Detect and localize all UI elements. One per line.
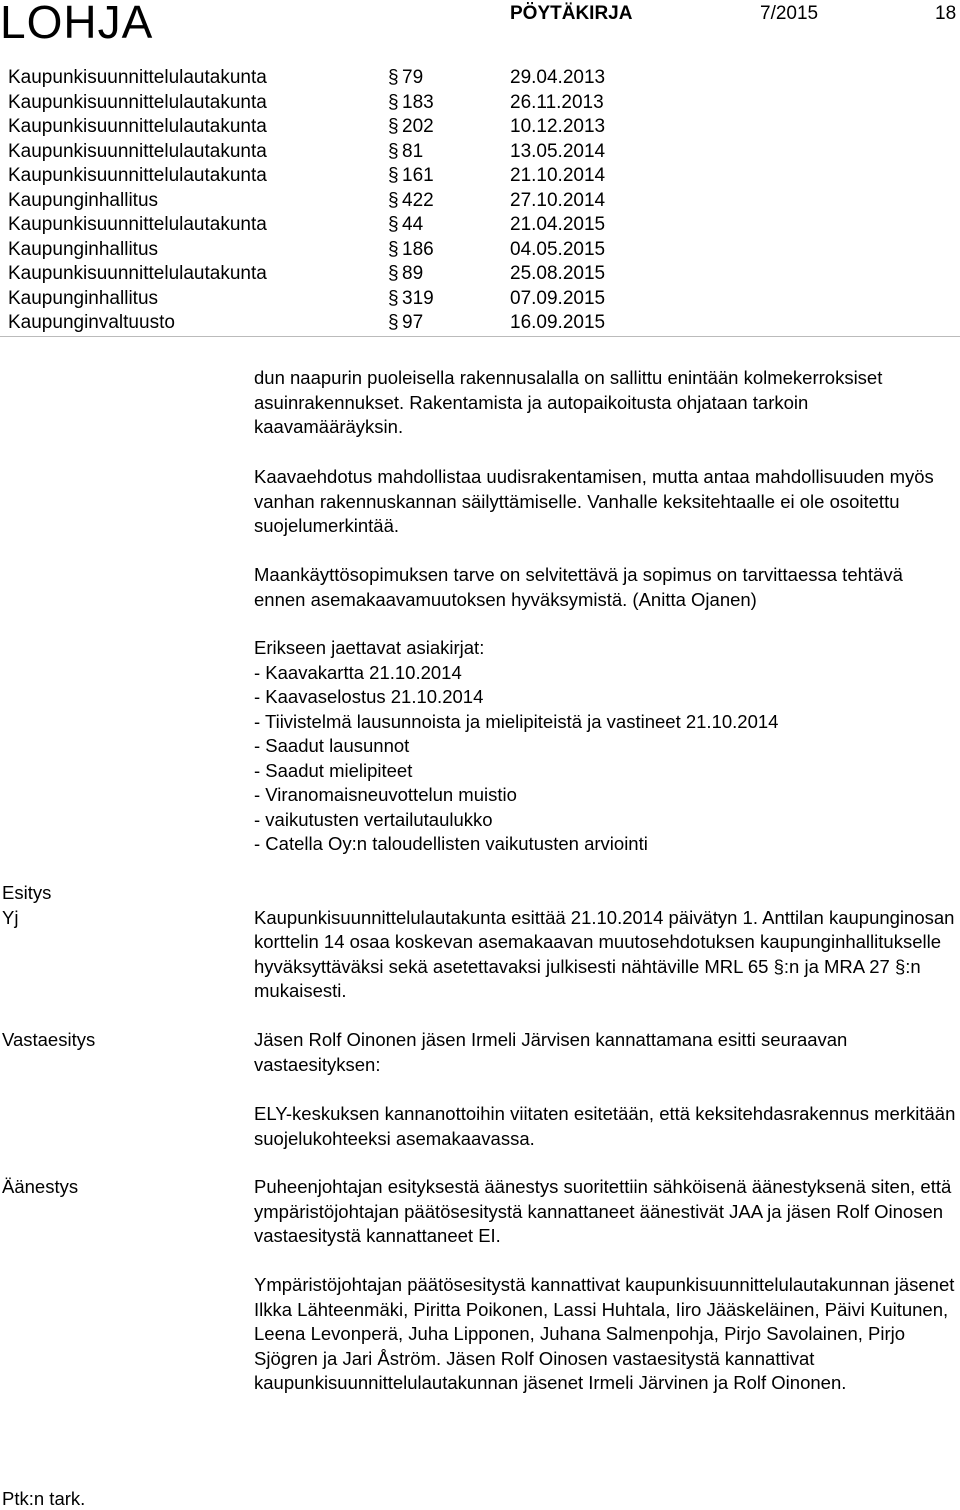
paragraph-sign: § [388, 214, 399, 235]
history-number: 81 [402, 140, 424, 162]
history-divider [0, 336, 960, 337]
votes-text: Ympäristöjohtajan päätösesitystä kannattivat kaupunkisuunnittelulautakunnan jäsenet Ilkka Lähteenmäki, Piritta Poikonen, Lassi Huhtala, Iiro Jääskeläinen, Päivi Kuitunen, Leena Levonperä, Juha Lipponen, Juhana Salmenpohja, Pirjo Savolainen, Pirjo Sjögren ja Jari Åström. Jäsen Rolf Oinosen vastaesitystä kannattivat kaupunkisuunnittelulautakunnan jäsenet Irmeli Järvinen ja Rolf Oinonen. [254, 1274, 955, 1393]
paragraph-sign: § [388, 287, 399, 309]
history-date: 27.10.2014 [510, 189, 606, 211]
attachments-title: Erikseen jaettavat asiakirjat: [254, 637, 485, 658]
history-date: 16.09.2015 [510, 312, 606, 333]
history-date: 25.08.2015 [510, 263, 606, 284]
history-number: 202 [402, 116, 434, 137]
attachments-list [254, 636, 958, 857]
attachment-item: - Tiivistelmä lausunnoista ja mielipiteistä ja vastineet 21.10.2014 [254, 710, 779, 732]
history-body: Kaupunkisuunnittelulautakunta [8, 165, 267, 186]
history-body: Kaupunkisuunnittelulautakunta [8, 67, 267, 88]
history-date: 21.04.2015 [510, 214, 606, 235]
attachment-item: - Saadut mielipiteet [254, 759, 413, 781]
intro-paragraph: dun naapurin puoleisella rakennusalalla on sallittu enintään kolmekerroksiset asuinrakennukset. Rakentamista ja autopaikoitusta ohjataan tarkoin kaavamääräyksin. [254, 367, 883, 437]
history-body: Kaupunkisuunnittelulautakunta [8, 116, 267, 137]
history-number: 79 [402, 67, 424, 88]
history-date: 07.09.2015 [510, 287, 606, 309]
yj-label: Yj [2, 906, 19, 928]
attachment-item: - Saadut lausunnot [254, 735, 410, 756]
plan-paragraph: Kaavaehdotus mahdollistaa uudisrakentamisen, mutta antaa mahdollisuuden myös vanhan rakennuskannan säilyttämiselle. Vanhalle keksitehtaalle ei ole osoitettu suojelumerkintää. [254, 466, 934, 536]
attachment-item: - Viranomaisneuvottelun muistio [254, 784, 517, 805]
history-number: 183 [402, 91, 434, 113]
paragraph-sign: § [388, 312, 399, 333]
history-body: Kaupunginhallitus [8, 189, 159, 211]
lohja-logo: LOHJA [0, 0, 154, 48]
history-number: 97 [402, 312, 424, 333]
history-number: 422 [402, 189, 434, 211]
page-number: 18 [935, 3, 957, 24]
paragraph-sign: § [388, 91, 399, 113]
paragraph-sign: § [388, 140, 399, 162]
aanestys-text: Puheenjohtajan esityksestä äänestys suoritettiin sähköisenä äänestyksenä siten, että ympäristöjohtajan päätösesitystä kannattaneet äänestivät JAA ja jäsen Rolf Oinosen vastaesitystä kannattaneet EI. [254, 1176, 952, 1246]
issue-number: 7/2015 [760, 3, 819, 24]
attachment-item: - Catella Oy:n taloudellisten vaikutusten arviointi [254, 833, 648, 854]
history-body: Kaupunkisuunnittelulautakunta [8, 214, 267, 235]
esitys-text: Kaupunkisuunnittelulautakunta esittää 21.10.2014 päivätyn 1. Anttilan kaupunginosan korttelin 14 osaa koskevan asemakaavan muutosehdotuksen kaupunginhallitukselle hyväksyttäväksi sekä asetettavaksi julkisesti nähtäville MRL 65 §:n ja MRA 27 §:n mukaisesti. [254, 906, 955, 1001]
history-body: Kaupunginhallitus [8, 238, 159, 260]
paragraph-sign: § [388, 238, 399, 260]
attachment-item: - vaikutusten vertailutaulukko [254, 808, 493, 830]
paragraph-sign: § [388, 189, 399, 211]
attachment-item: - Kaavaselostus 21.10.2014 [254, 686, 484, 707]
vastaesitys-text: Jäsen Rolf Oinonen jäsen Irmeli Järvisen kannattamana esitti seuraavan vastaesityksen: [254, 1029, 848, 1075]
document-type: PÖYTÄKIRJA [510, 3, 633, 24]
history-body: Kaupunkisuunnittelulautakunta [8, 263, 267, 284]
history-number: 161 [402, 165, 434, 186]
attachment-item: - Kaavakartta 21.10.2014 [254, 661, 462, 683]
history-number: 44 [402, 214, 424, 235]
history-body: Kaupunkisuunnittelulautakunta [8, 140, 267, 162]
history-date: 10.12.2013 [510, 116, 606, 137]
paragraph-sign: § [388, 263, 399, 284]
paragraph-sign: § [388, 165, 399, 186]
footer-initials: Ptk:n tark. [2, 1488, 86, 1509]
history-number: 186 [402, 238, 434, 260]
paragraph-sign: § [388, 116, 399, 137]
history-date: 21.10.2014 [510, 165, 606, 186]
history-date: 26.11.2013 [510, 91, 604, 113]
history-body: Kaupunginvaltuusto [8, 312, 175, 333]
history-body: Kaupunginhallitus [8, 287, 159, 309]
ely-text: ELY-keskuksen kannanottoihin viitaten esitetään, että keksitehdasrakennus merkitään suojelukohteeksi asemakaavassa. [254, 1103, 956, 1149]
history-date: 04.05.2015 [510, 238, 606, 260]
paragraph-sign: § [388, 67, 399, 88]
history-date: 13.05.2014 [510, 140, 606, 162]
history-body: Kaupunkisuunnittelulautakunta [8, 91, 267, 113]
history-number: 89 [402, 263, 424, 284]
aanestys-label: Äänestys [2, 1176, 79, 1197]
esitys-label: Esitys [2, 882, 52, 903]
history-date: 29.04.2013 [510, 67, 606, 88]
vastaesitys-label: Vastaesitys [2, 1029, 96, 1050]
history-number: 319 [402, 287, 434, 309]
agreement-paragraph: Maankäyttösopimuksen tarve on selvitettävä ja sopimus on tarvittaessa tehtävä ennen asemakaavamuutoksen hyväksymistä. (Anitta Ojanen) [254, 564, 903, 610]
